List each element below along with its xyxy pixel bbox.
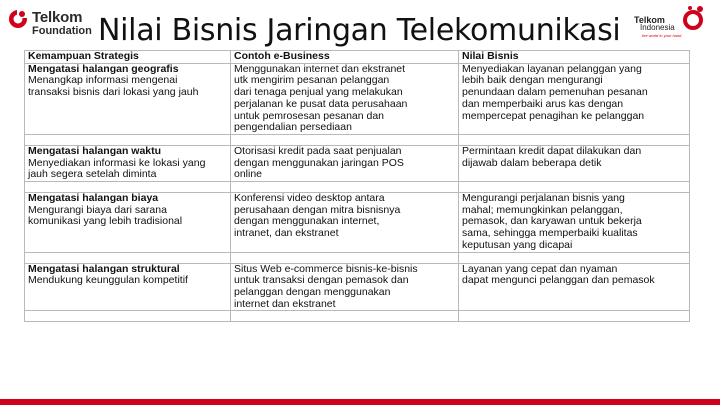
row-spacer xyxy=(25,134,690,145)
cell-line: dijawab dalam beberapa detik xyxy=(462,156,602,169)
cell-line: transaksi bisnis dari lokasi yang jauh xyxy=(28,86,199,99)
cell-line: pelanggan dengan menggunakan xyxy=(234,285,391,298)
table-row xyxy=(25,193,690,253)
row-1-capability xyxy=(25,63,231,134)
cell-line: pengendalian persediaan xyxy=(234,121,352,134)
logo-right-name2: Indonesia xyxy=(640,23,675,32)
cell-line: Otorisasi kredit pada saat penjualan xyxy=(234,145,402,157)
telkom-logo-icon xyxy=(8,9,28,29)
header-ebusiness-example: Contoh e-Business xyxy=(231,51,459,64)
table-row xyxy=(25,263,690,311)
cell-line: Menyediakan informasi ke lokasi yang xyxy=(28,156,206,169)
cell-line: komunikasi yang lebih tradisional xyxy=(28,215,183,228)
cell-line: utk mengirim pesanan pelanggan xyxy=(234,74,390,87)
row-spacer xyxy=(25,311,690,322)
logo-left-name: Telkom xyxy=(32,9,83,26)
telkom-indonesia-logo xyxy=(634,4,718,40)
row-3-capability xyxy=(25,193,231,253)
cell-line: keputusan yang dicapai xyxy=(462,238,573,251)
cell-line: Mendukung keunggulan kompetitif xyxy=(28,274,188,287)
cell-line: dari tenaga penjual yang melakukan xyxy=(234,86,403,99)
cell-line: Mengurangi perjalanan bisnis yang xyxy=(462,192,625,205)
row-3-value xyxy=(459,193,690,253)
table-header-row xyxy=(25,51,690,64)
cell-line: dan memperbaiki arus kas dengan xyxy=(462,97,624,110)
bottom-accent-bar xyxy=(0,399,720,405)
table-row xyxy=(25,63,690,134)
row-spacer xyxy=(25,252,690,263)
cell-line: penundaan dalam pemenuhan pesanan xyxy=(462,86,648,99)
cell-line: Mengurangi biaya dari sarana xyxy=(28,203,167,216)
cell-line: Mengatasi halangan struktural xyxy=(28,263,180,275)
row-1-value xyxy=(459,63,690,134)
cell-line: Konferensi video desktop antara xyxy=(234,192,385,205)
cell-line: jauh segera setelah diminta xyxy=(28,168,157,181)
slide-title: Nilai Bisnis Jaringan Telekomunikasi xyxy=(98,13,621,48)
row-4-capability xyxy=(25,263,231,311)
row-4-example xyxy=(231,263,459,311)
cell-line: online xyxy=(234,168,263,181)
cell-line: Layanan yang cepat dan nyaman xyxy=(462,263,618,275)
logo-right-name: Telkom xyxy=(634,15,665,25)
header-strategic-capability: Kemampuan Strategis xyxy=(25,51,231,64)
logo-right-tagline: the world in your hand xyxy=(642,33,682,38)
telkom-indonesia-logo-icon xyxy=(678,4,708,30)
cell-line: dapat mengunci pelanggan dan pemasok xyxy=(462,274,655,287)
row-2-value xyxy=(459,145,690,181)
cell-line: perusahaan dengan mitra bisnisnya xyxy=(234,203,401,216)
cell-line: Menyediakan layanan pelanggan yang xyxy=(462,63,642,75)
cell-line: pemasok, dan karyawan untuk bekerja xyxy=(462,215,642,228)
cell-line: untuk pemrosesan pesanan dan xyxy=(234,109,385,122)
row-1-example xyxy=(231,63,459,134)
row-2-example xyxy=(231,145,459,181)
cell-line: mempercepat penagihan ke pelanggan xyxy=(462,109,645,122)
row-2-capability xyxy=(25,145,231,181)
logo-left-sub: Foundation xyxy=(32,25,92,37)
cell-line: untuk transaksi dengan pemasok dan xyxy=(234,274,409,287)
cell-line: Permintaan kredit dapat dilakukan dan xyxy=(462,145,642,157)
cell-line: Mengatasi halangan biaya xyxy=(28,192,159,205)
cell-line: Menggunakan internet dan ekstranet xyxy=(234,63,406,75)
cell-line: dengan menggunakan jaringan POS xyxy=(234,156,404,169)
row-3-example xyxy=(231,193,459,253)
row-spacer xyxy=(25,182,690,193)
cell-line: intranet, dan ekstranet xyxy=(234,227,339,240)
header-business-value: Nilai Bisnis xyxy=(459,51,690,64)
cell-line: sama, sehingga memperbaiki kualitas xyxy=(462,227,638,240)
table-row xyxy=(25,145,690,181)
cell-line: perjalanan ke pusat data perusahaan xyxy=(234,97,408,110)
cell-line: Menangkap informasi mengenai xyxy=(28,74,178,87)
cell-line: lebih baik dengan mengurangi xyxy=(462,74,603,87)
cell-line: Mengatasi halangan geografis xyxy=(28,63,179,75)
telkom-foundation-logo xyxy=(8,9,108,39)
cell-line: Situs Web e-commerce bisnis-ke-bisnis xyxy=(234,263,418,275)
cell-line: dengan menggunakan internet, xyxy=(234,215,380,228)
cell-line: mahal; memungkinkan pelanggan, xyxy=(462,203,623,216)
row-4-value xyxy=(459,263,690,311)
cell-line: Mengatasi halangan waktu xyxy=(28,145,162,157)
business-value-table xyxy=(24,50,690,322)
cell-line: internet dan ekstranet xyxy=(234,297,336,310)
